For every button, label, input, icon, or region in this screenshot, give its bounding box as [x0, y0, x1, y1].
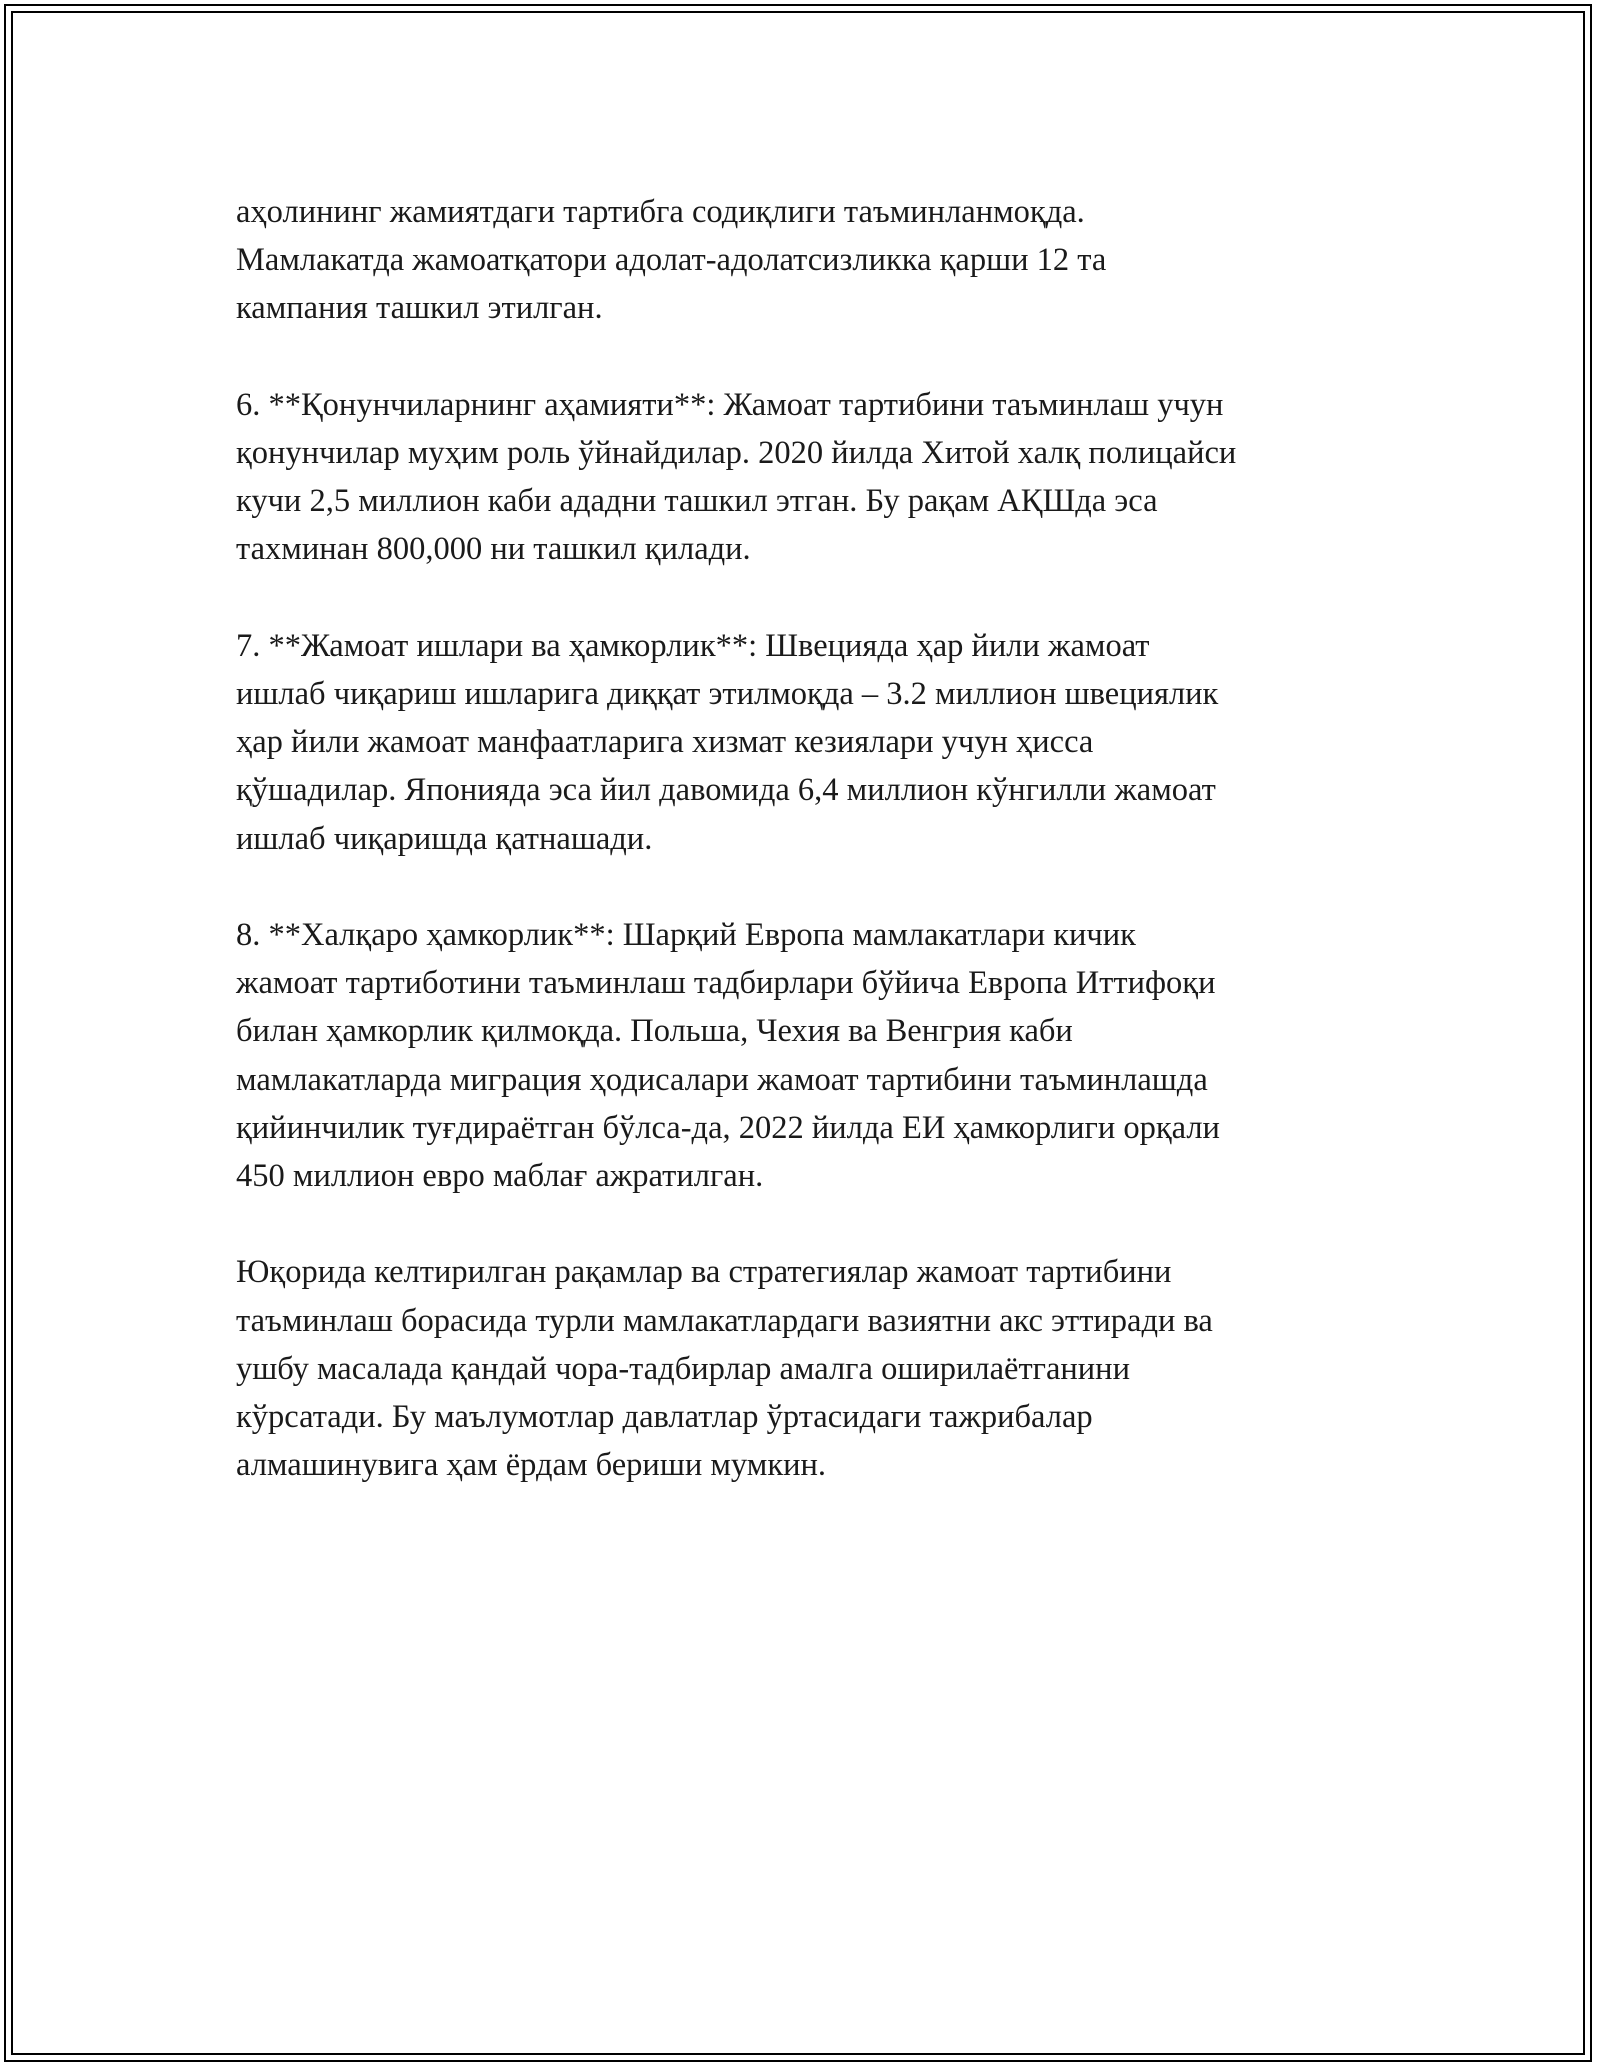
- paragraph-conclusion: [236, 1248, 1416, 1489]
- text-line: аҳолининг жамиятдаги тартибга содиқлиги таъминланмоқда.: [236, 194, 1085, 230]
- text-line: ишлаб чиқариш ишларига диққат этилмоқда – 3.2 миллион швециялик: [236, 676, 1219, 712]
- text-line: қонунчилар муҳим роль ўйнайдилар. 2020 йилда Хитой халқ полицайси: [236, 435, 1237, 471]
- paragraph-item-7: [236, 622, 1416, 863]
- text-line: Юқорида келтирилган рақамлар ва стратегиялар жамоат тартибини: [236, 1254, 1172, 1291]
- text-line: 7. **Жамоат ишлари ва ҳамкорлик**: Швецияда ҳар йили жамоат: [236, 627, 1150, 664]
- paragraph-item-6: [236, 381, 1416, 574]
- text-line: таъминлаш борасида турли мамлакатлардаги вазиятни акс эттиради ва: [236, 1302, 1213, 1339]
- text-line: кўрсатади. Бу маълумотлар давлатлар ўртасидаги тажрибалар: [236, 1399, 1093, 1436]
- text-line: кучи 2,5 миллион каби ададни ташкил этган. Бу рақам АҚШда эса: [236, 483, 1158, 520]
- text-line: кампания ташкил этилган.: [236, 290, 603, 327]
- text-line: қийинчилик туғдираётган бўлса-да, 2022 йилда ЕИ ҳамкорлиги орқали: [236, 1109, 1220, 1146]
- text-line: 8. **Халқаро ҳамкорлик**: Шарқий Европа мамлакатлари кичик: [236, 917, 1136, 953]
- text-line: ҳар йили жамоат манфаатларига хизмат кезиялари учун ҳисса: [236, 724, 1094, 761]
- document-body: [236, 188, 1416, 1538]
- paragraph-intro-continuation: [236, 188, 1416, 333]
- text-line: 6. **Қонунчиларнинг аҳамияти**: Жамоат тартибини таъминлаш учун: [236, 386, 1224, 423]
- text-line: Мамлакатда жамоатқатори адолат-адолатсизликка қарши 12 та: [236, 242, 1107, 279]
- text-line: алмашинувига ҳам ёрдам бериши мумкин.: [236, 1447, 827, 1484]
- text-line: ушбу масалада қандай чора-тадбирлар амалга оширилаётганини: [236, 1350, 1130, 1387]
- text-line: ишлаб чиқаришда қатнашади.: [236, 820, 653, 857]
- text-line: жамоат тартиботини таъминлаш тадбирлари бўйича Европа Иттифоқи: [236, 965, 1216, 1002]
- text-line: билан ҳамкорлик қилмоқда. Польша, Чехия ва Венгрия каби: [236, 1013, 1073, 1050]
- text-line: қўшадилар. Японияда эса йил давомида 6,4 миллион кўнгилли жамоат: [236, 772, 1216, 809]
- text-line: тахминан 800,000 ни ташкил қилади.: [236, 531, 751, 568]
- paragraph-item-8: [236, 911, 1416, 1200]
- text-line: мамлакатларда миграция ҳодисалари жамоат тартибини таъминлашда: [236, 1061, 1208, 1098]
- text-line: 450 миллион евро маблағ ажратилган.: [236, 1158, 764, 1195]
